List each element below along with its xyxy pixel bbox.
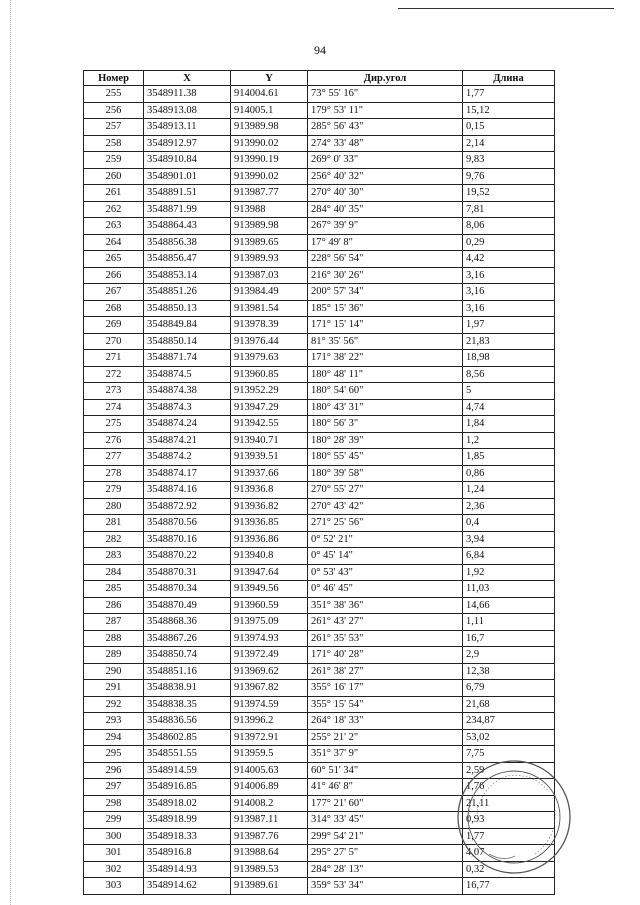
direction-angle-cell: 264° 18' 33" (308, 713, 463, 730)
y-coordinate-cell: 913996.2 (231, 713, 308, 730)
length-cell: 7,81 (463, 201, 555, 218)
table-row (84, 135, 555, 152)
x-coordinate-cell: 3548864.43 (144, 218, 231, 235)
length-cell: 2,59 (463, 762, 555, 779)
row-number-cell: 262 (84, 201, 144, 218)
row-number-cell: 284 (84, 564, 144, 581)
y-coordinate-cell: 913937.66 (231, 465, 308, 482)
y-coordinate-cell: 913960.85 (231, 366, 308, 383)
y-coordinate-cell: 913952.29 (231, 383, 308, 400)
y-coordinate-cell: 913942.55 (231, 416, 308, 433)
y-coordinate-cell: 913976.44 (231, 333, 308, 350)
length-cell: 1,77 (463, 828, 555, 845)
table-row (84, 152, 555, 169)
length-cell: 1,92 (463, 564, 555, 581)
header-y: Y (231, 71, 308, 86)
direction-angle-cell: 256° 40' 32" (308, 168, 463, 185)
length-cell: 4,42 (463, 251, 555, 268)
table-row (84, 102, 555, 119)
direction-angle-cell: 185° 15' 36" (308, 300, 463, 317)
y-coordinate-cell: 913947.29 (231, 399, 308, 416)
table-row (84, 86, 555, 103)
direction-angle-cell: 267° 39' 9" (308, 218, 463, 235)
length-cell: 8,56 (463, 366, 555, 383)
direction-angle-cell: 274° 33' 48" (308, 135, 463, 152)
row-number-cell: 265 (84, 251, 144, 268)
length-cell: 14,66 (463, 597, 555, 614)
row-number-cell: 278 (84, 465, 144, 482)
y-coordinate-cell: 913972.49 (231, 647, 308, 664)
row-number-cell: 271 (84, 350, 144, 367)
x-coordinate-cell: 3548891.51 (144, 185, 231, 202)
row-number-cell: 266 (84, 267, 144, 284)
x-coordinate-cell: 3548918.33 (144, 828, 231, 845)
x-coordinate-cell: 3548850.74 (144, 647, 231, 664)
y-coordinate-cell: 913974.59 (231, 696, 308, 713)
y-coordinate-cell: 913936.85 (231, 515, 308, 532)
length-cell: 6,79 (463, 680, 555, 697)
row-number-cell: 281 (84, 515, 144, 532)
table-row (84, 432, 555, 449)
length-cell: 1,84 (463, 416, 555, 433)
x-coordinate-cell: 3548871.74 (144, 350, 231, 367)
y-coordinate-cell: 913989.98 (231, 218, 308, 235)
table-row (84, 564, 555, 581)
direction-angle-cell: 180° 56' 3" (308, 416, 463, 433)
x-coordinate-cell: 3548874.3 (144, 399, 231, 416)
y-coordinate-cell: 914008.2 (231, 795, 308, 812)
table-row (84, 201, 555, 218)
direction-angle-cell: 269° 0' 33" (308, 152, 463, 169)
y-coordinate-cell: 913990.19 (231, 152, 308, 169)
y-coordinate-cell: 914006.89 (231, 779, 308, 796)
y-coordinate-cell: 913960.59 (231, 597, 308, 614)
x-coordinate-cell: 3548874.2 (144, 449, 231, 466)
x-coordinate-cell: 3548916.8 (144, 845, 231, 862)
y-coordinate-cell: 913940.8 (231, 548, 308, 565)
y-coordinate-cell: 913940.71 (231, 432, 308, 449)
y-coordinate-cell: 913984.49 (231, 284, 308, 301)
direction-angle-cell: 73° 55' 16" (308, 86, 463, 103)
direction-angle-cell: 355° 15' 54" (308, 696, 463, 713)
length-cell: 0,32 (463, 861, 555, 878)
direction-angle-cell: 171° 38' 22" (308, 350, 463, 367)
y-coordinate-cell: 913979.63 (231, 350, 308, 367)
length-cell: 19,52 (463, 185, 555, 202)
row-number-cell: 255 (84, 86, 144, 103)
row-number-cell: 288 (84, 630, 144, 647)
length-cell: 1,11 (463, 614, 555, 631)
table-row (84, 548, 555, 565)
row-number-cell: 261 (84, 185, 144, 202)
y-coordinate-cell: 913978.39 (231, 317, 308, 334)
length-cell: 16,7 (463, 630, 555, 647)
page-number: 94 (314, 43, 326, 57)
row-number-cell: 300 (84, 828, 144, 845)
length-cell: 9,83 (463, 152, 555, 169)
x-coordinate-cell: 3548914.62 (144, 878, 231, 895)
x-coordinate-cell: 3548911.38 (144, 86, 231, 103)
length-cell: 2,9 (463, 647, 555, 664)
x-coordinate-cell: 3548874.24 (144, 416, 231, 433)
table-row (84, 630, 555, 647)
row-number-cell: 296 (84, 762, 144, 779)
row-number-cell: 286 (84, 597, 144, 614)
y-coordinate-cell: 913936.8 (231, 482, 308, 499)
length-cell: 4,07 (463, 845, 555, 862)
row-number-cell: 294 (84, 729, 144, 746)
table-row (84, 300, 555, 317)
length-cell: 5 (463, 383, 555, 400)
x-coordinate-cell: 3548850.13 (144, 300, 231, 317)
row-number-cell: 256 (84, 102, 144, 119)
x-coordinate-cell: 3548872.92 (144, 498, 231, 515)
y-coordinate-cell: 913974.93 (231, 630, 308, 647)
direction-angle-cell: 351° 38' 36" (308, 597, 463, 614)
x-coordinate-cell: 3548874.16 (144, 482, 231, 499)
x-coordinate-cell: 3548901.01 (144, 168, 231, 185)
direction-angle-cell: 299° 54' 21" (308, 828, 463, 845)
direction-angle-cell: 0° 52' 21" (308, 531, 463, 548)
scan-edge-line (10, 0, 11, 905)
row-number-cell: 280 (84, 498, 144, 515)
direction-angle-cell: 261° 35' 53" (308, 630, 463, 647)
table-row (84, 449, 555, 466)
table-row (84, 366, 555, 383)
table-row (84, 696, 555, 713)
table-row (84, 515, 555, 532)
row-number-cell: 259 (84, 152, 144, 169)
y-coordinate-cell: 913987.03 (231, 267, 308, 284)
row-number-cell: 270 (84, 333, 144, 350)
x-coordinate-cell: 3548856.38 (144, 234, 231, 251)
table-row (84, 614, 555, 631)
table-row (84, 597, 555, 614)
x-coordinate-cell: 3548914.93 (144, 861, 231, 878)
table-row (84, 647, 555, 664)
length-cell: 0,93 (463, 812, 555, 829)
table-row (84, 399, 555, 416)
x-coordinate-cell: 3548870.31 (144, 564, 231, 581)
table-row (84, 168, 555, 185)
direction-angle-cell: 180° 48' 11" (308, 366, 463, 383)
row-number-cell: 283 (84, 548, 144, 565)
table-row (84, 498, 555, 515)
x-coordinate-cell: 3548868.36 (144, 614, 231, 631)
row-number-cell: 279 (84, 482, 144, 499)
row-number-cell: 276 (84, 432, 144, 449)
header-x: X (144, 71, 231, 86)
x-coordinate-cell: 3548850.14 (144, 333, 231, 350)
length-cell: 3,16 (463, 300, 555, 317)
direction-angle-cell: 228° 56' 54" (308, 251, 463, 268)
row-number-cell: 277 (84, 449, 144, 466)
length-cell: 18,98 (463, 350, 555, 367)
direction-angle-cell: 295° 27' 5" (308, 845, 463, 862)
x-coordinate-cell: 3548867.26 (144, 630, 231, 647)
length-cell: 1,77 (463, 86, 555, 103)
x-coordinate-cell: 3548836.56 (144, 713, 231, 730)
direction-angle-cell: 284° 40' 35" (308, 201, 463, 218)
x-coordinate-cell: 3548913.11 (144, 119, 231, 136)
direction-angle-cell: 17° 49' 8" (308, 234, 463, 251)
length-cell: 21,68 (463, 696, 555, 713)
x-coordinate-cell: 3548870.49 (144, 597, 231, 614)
x-coordinate-cell: 3548851.26 (144, 284, 231, 301)
row-number-cell: 303 (84, 878, 144, 895)
length-cell: 234,87 (463, 713, 555, 730)
table-row (84, 185, 555, 202)
direction-angle-cell: 255° 21' 2" (308, 729, 463, 746)
table-row (84, 333, 555, 350)
length-cell: 9,76 (463, 168, 555, 185)
table-row (84, 251, 555, 268)
x-coordinate-cell: 3548870.22 (144, 548, 231, 565)
y-coordinate-cell: 913987.76 (231, 828, 308, 845)
y-coordinate-cell: 913936.86 (231, 531, 308, 548)
length-cell: 21,11 (463, 795, 555, 812)
row-number-cell: 287 (84, 614, 144, 631)
table-row (84, 878, 555, 895)
x-coordinate-cell: 3548851.16 (144, 663, 231, 680)
direction-angle-cell: 261° 43' 27" (308, 614, 463, 631)
table-row (84, 581, 555, 598)
row-number-cell: 292 (84, 696, 144, 713)
length-cell: 2,14 (463, 135, 555, 152)
direction-angle-cell: 270° 40' 30" (308, 185, 463, 202)
table-row (84, 531, 555, 548)
y-coordinate-cell: 913989.61 (231, 878, 308, 895)
table-header-row (84, 71, 555, 86)
table-row (84, 416, 555, 433)
length-cell: 1,97 (463, 317, 555, 334)
length-cell: 3,16 (463, 284, 555, 301)
direction-angle-cell: 177° 21' 60" (308, 795, 463, 812)
direction-angle-cell: 284° 28' 13" (308, 861, 463, 878)
length-cell: 1,76 (463, 779, 555, 796)
row-number-cell: 260 (84, 168, 144, 185)
row-number-cell: 268 (84, 300, 144, 317)
length-cell: 1,24 (463, 482, 555, 499)
row-number-cell: 258 (84, 135, 144, 152)
length-cell: 3,16 (463, 267, 555, 284)
y-coordinate-cell: 913988 (231, 201, 308, 218)
length-cell: 0,15 (463, 119, 555, 136)
row-number-cell: 274 (84, 399, 144, 416)
row-number-cell: 299 (84, 812, 144, 829)
x-coordinate-cell: 3548870.16 (144, 531, 231, 548)
y-coordinate-cell: 913959.5 (231, 746, 308, 763)
direction-angle-cell: 60° 51' 34" (308, 762, 463, 779)
y-coordinate-cell: 913969.62 (231, 663, 308, 680)
table-row (84, 713, 555, 730)
table-row (84, 218, 555, 235)
direction-angle-cell: 0° 46' 45" (308, 581, 463, 598)
direction-angle-cell: 180° 43' 31" (308, 399, 463, 416)
length-cell: 16,77 (463, 878, 555, 895)
table-row (84, 267, 555, 284)
x-coordinate-cell: 3548913.08 (144, 102, 231, 119)
direction-angle-cell: 200° 57' 34" (308, 284, 463, 301)
row-number-cell: 282 (84, 531, 144, 548)
x-coordinate-cell: 3548602.85 (144, 729, 231, 746)
table-row (84, 729, 555, 746)
direction-angle-cell: 179° 53' 11" (308, 102, 463, 119)
length-cell: 12,38 (463, 663, 555, 680)
row-number-cell: 257 (84, 119, 144, 136)
x-coordinate-cell: 3548853.14 (144, 267, 231, 284)
y-coordinate-cell: 914005.63 (231, 762, 308, 779)
length-cell: 7,75 (463, 746, 555, 763)
table-row (84, 465, 555, 482)
x-coordinate-cell: 3548874.5 (144, 366, 231, 383)
x-coordinate-cell: 3548870.56 (144, 515, 231, 532)
length-cell: 1,85 (463, 449, 555, 466)
length-cell: 0,86 (463, 465, 555, 482)
row-number-cell: 301 (84, 845, 144, 862)
row-number-cell: 295 (84, 746, 144, 763)
length-cell: 6,84 (463, 548, 555, 565)
x-coordinate-cell: 3548874.17 (144, 465, 231, 482)
table-row (84, 317, 555, 334)
row-number-cell: 272 (84, 366, 144, 383)
row-number-cell: 298 (84, 795, 144, 812)
direction-angle-cell: 81° 35' 56" (308, 333, 463, 350)
y-coordinate-cell: 914004.61 (231, 86, 308, 103)
x-coordinate-cell: 3548874.38 (144, 383, 231, 400)
direction-angle-cell: 355° 16' 17" (308, 680, 463, 697)
table-row (84, 284, 555, 301)
length-cell: 11,03 (463, 581, 555, 598)
y-coordinate-cell: 913987.77 (231, 185, 308, 202)
y-coordinate-cell: 913939.51 (231, 449, 308, 466)
row-number-cell: 302 (84, 861, 144, 878)
y-coordinate-cell: 913990.02 (231, 135, 308, 152)
direction-angle-cell: 180° 54' 60" (308, 383, 463, 400)
y-coordinate-cell: 913989.98 (231, 119, 308, 136)
x-coordinate-cell: 3548849.84 (144, 317, 231, 334)
y-coordinate-cell: 913936.82 (231, 498, 308, 515)
table-row (84, 234, 555, 251)
x-coordinate-cell: 3548856.47 (144, 251, 231, 268)
length-cell: 15,12 (463, 102, 555, 119)
x-coordinate-cell: 3548838.35 (144, 696, 231, 713)
x-coordinate-cell: 3548918.02 (144, 795, 231, 812)
direction-angle-cell: 261° 38' 27" (308, 663, 463, 680)
direction-angle-cell: 271° 25' 56" (308, 515, 463, 532)
x-coordinate-cell: 3548838.91 (144, 680, 231, 697)
length-cell: 3,94 (463, 531, 555, 548)
y-coordinate-cell: 913990.02 (231, 168, 308, 185)
direction-angle-cell: 41° 46' 8" (308, 779, 463, 796)
row-number-cell: 267 (84, 284, 144, 301)
direction-angle-cell: 270° 43' 42" (308, 498, 463, 515)
length-cell: 2,36 (463, 498, 555, 515)
direction-angle-cell: 270° 55' 27" (308, 482, 463, 499)
row-number-cell: 293 (84, 713, 144, 730)
y-coordinate-cell: 913967.82 (231, 680, 308, 697)
y-coordinate-cell: 913989.53 (231, 861, 308, 878)
x-coordinate-cell: 3548916.85 (144, 779, 231, 796)
length-cell: 0,4 (463, 515, 555, 532)
direction-angle-cell: 285° 56' 43" (308, 119, 463, 136)
y-coordinate-cell: 913988.64 (231, 845, 308, 862)
direction-angle-cell: 314° 33' 45" (308, 812, 463, 829)
row-number-cell: 273 (84, 383, 144, 400)
x-coordinate-cell: 3548914.59 (144, 762, 231, 779)
header-direction-angle: Дир.угол (308, 71, 463, 86)
direction-angle-cell: 171° 40' 28" (308, 647, 463, 664)
direction-angle-cell: 0° 45' 14" (308, 548, 463, 565)
y-coordinate-cell: 913975.09 (231, 614, 308, 631)
direction-angle-cell: 351° 37' 9" (308, 746, 463, 763)
length-cell: 21,83 (463, 333, 555, 350)
direction-angle-cell: 171° 15' 14" (308, 317, 463, 334)
direction-angle-cell: 180° 55' 45" (308, 449, 463, 466)
y-coordinate-cell: 913972.91 (231, 729, 308, 746)
x-coordinate-cell: 3548871.99 (144, 201, 231, 218)
table-row (84, 350, 555, 367)
x-coordinate-cell: 3548551.55 (144, 746, 231, 763)
row-number-cell: 291 (84, 680, 144, 697)
header-number: Номер (84, 71, 144, 86)
direction-angle-cell: 180° 39' 58" (308, 465, 463, 482)
row-number-cell: 264 (84, 234, 144, 251)
length-cell: 4,74 (463, 399, 555, 416)
x-coordinate-cell: 3548874.21 (144, 432, 231, 449)
y-coordinate-cell: 913949.56 (231, 581, 308, 598)
row-number-cell: 275 (84, 416, 144, 433)
direction-angle-cell: 359° 53' 34" (308, 878, 463, 895)
table-row (84, 663, 555, 680)
y-coordinate-cell: 913989.65 (231, 234, 308, 251)
table-row (84, 119, 555, 136)
length-cell: 0,29 (463, 234, 555, 251)
length-cell: 8,06 (463, 218, 555, 235)
table-row (84, 482, 555, 499)
table-row (84, 383, 555, 400)
length-cell: 1,2 (463, 432, 555, 449)
row-number-cell: 297 (84, 779, 144, 796)
length-cell: 53,02 (463, 729, 555, 746)
table-row (84, 680, 555, 697)
x-coordinate-cell: 3548910.84 (144, 152, 231, 169)
header-length: Длина (463, 71, 555, 86)
y-coordinate-cell: 913947.64 (231, 564, 308, 581)
row-number-cell: 263 (84, 218, 144, 235)
row-number-cell: 285 (84, 581, 144, 598)
direction-angle-cell: 0° 53' 43" (308, 564, 463, 581)
row-number-cell: 289 (84, 647, 144, 664)
header-rule (398, 8, 614, 9)
direction-angle-cell: 180° 28' 39" (308, 432, 463, 449)
governor-seal-stamp (455, 758, 573, 876)
direction-angle-cell: 216° 30' 26" (308, 267, 463, 284)
row-number-cell: 290 (84, 663, 144, 680)
y-coordinate-cell: 913981.54 (231, 300, 308, 317)
y-coordinate-cell: 913987.11 (231, 812, 308, 829)
y-coordinate-cell: 914005.1 (231, 102, 308, 119)
x-coordinate-cell: 3548918.99 (144, 812, 231, 829)
x-coordinate-cell: 3548870.34 (144, 581, 231, 598)
row-number-cell: 269 (84, 317, 144, 334)
y-coordinate-cell: 913989.93 (231, 251, 308, 268)
x-coordinate-cell: 3548912.97 (144, 135, 231, 152)
